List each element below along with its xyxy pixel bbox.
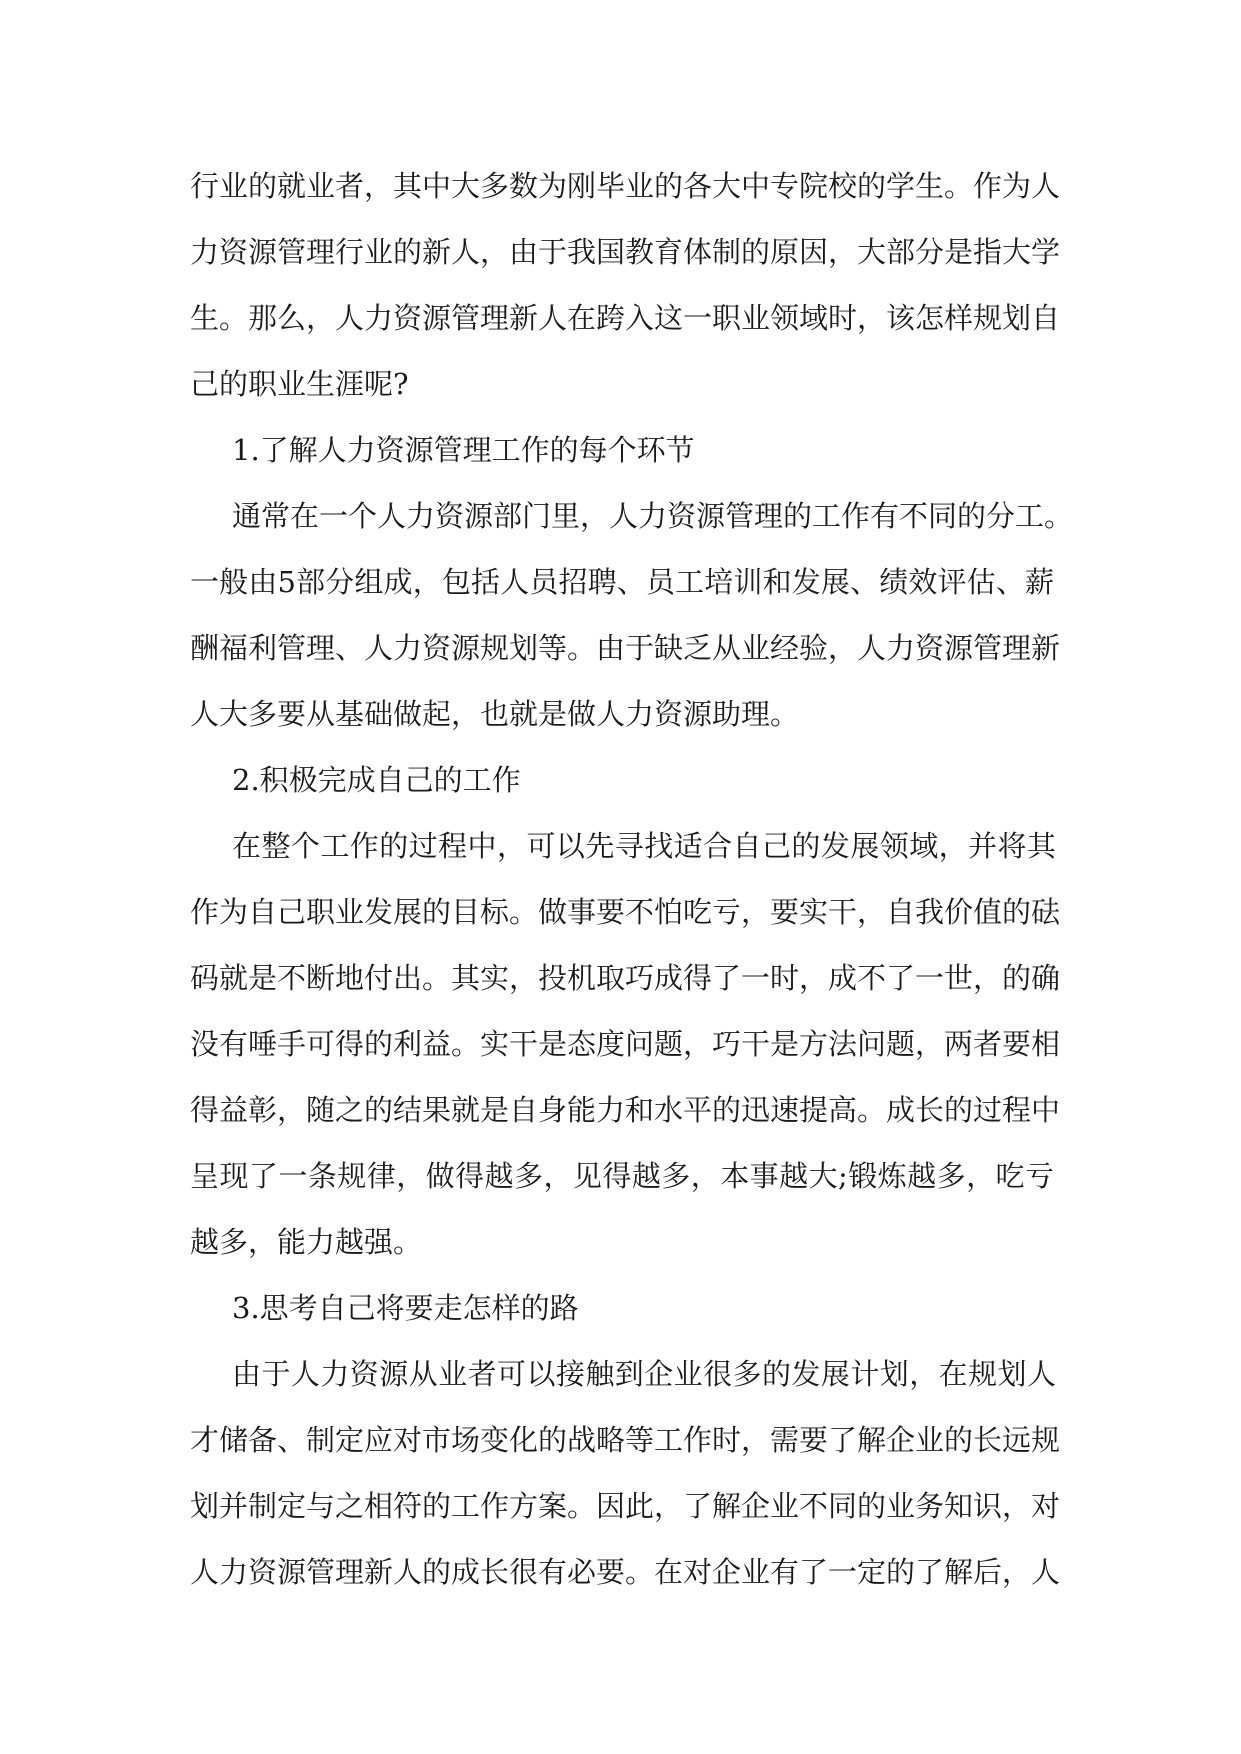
paragraph-line: 力资源管理行业的新人，由于我国教育体制的原因，大部分是指大学	[190, 235, 1061, 269]
paragraph-line: 人力资源管理新人的成长很有必要。在对企业有了一定的了解后，人	[190, 1555, 1061, 1589]
paragraph-line: 由于人力资源从业者可以接触到企业很多的发展计划，在规划人	[232, 1357, 1056, 1391]
section-heading-1: 1.了解人力资源管理工作的每个环节	[232, 433, 695, 467]
paragraph-line: 没有唾手可得的利益。实干是态度问题，巧干是方法问题，两者要相	[190, 1027, 1061, 1061]
paragraph-line: 才储备、制定应对市场变化的战略等工作时，需要了解企业的长远规	[190, 1423, 1061, 1457]
paragraph-line: 划并制定与之相符的工作方案。因此，了解企业不同的业务知识，对	[190, 1489, 1061, 1523]
paragraph-line: 码就是不断地付出。其实，投机取巧成得了一时，成不了一世，的确	[190, 961, 1061, 995]
paragraph-line: 生。那么，人力资源管理新人在跨入这一职业领域时，该怎样规划自	[190, 301, 1061, 335]
paragraph-line: 在整个工作的过程中，可以先寻找适合自己的发展领域，并将其	[232, 829, 1056, 863]
paragraph-line: 人大多要从基础做起，也就是做人力资源助理。	[190, 697, 800, 731]
paragraph-line: 呈现了一条规律，做得越多，见得越多，本事越大;锻炼越多，吃亏	[190, 1159, 1054, 1193]
paragraph-line: 一般由5部分组成，包括人员招聘、员工培训和发展、绩效评估、薪	[190, 565, 1054, 599]
section-heading-2: 2.积极完成自己的工作	[232, 763, 521, 797]
section-heading-3: 3.思考自己将要走怎样的路	[232, 1291, 579, 1325]
paragraph-line: 作为自己职业发展的目标。做事要不怕吃亏，要实干，自我价值的砝	[190, 895, 1061, 929]
paragraph-line: 行业的就业者，其中大多数为刚毕业的各大中专院校的学生。作为人	[190, 169, 1061, 203]
paragraph-line: 越多，能力越强。	[190, 1225, 423, 1259]
paragraph-line: 己的职业生涯呢?	[190, 367, 409, 401]
paragraph-line: 得益彰，随之的结果就是自身能力和水平的迅速提高。成长的过程中	[190, 1093, 1061, 1127]
paragraph-line: 酬福利管理、人力资源规划等。由于缺乏从业经验，人力资源管理新	[190, 631, 1061, 665]
paragraph-line: 通常在一个人力资源部门里，人力资源管理的工作有不同的分工。	[232, 499, 1074, 533]
